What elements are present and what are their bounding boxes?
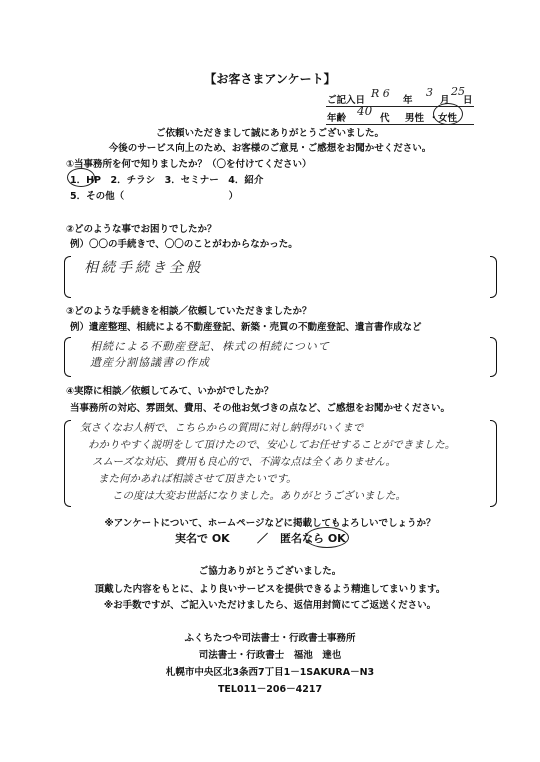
- age-value: 40: [357, 104, 373, 118]
- consent-anonymous: 匿名なら OK: [280, 532, 346, 545]
- q2-bracket-right: [490, 256, 497, 298]
- q3-bracket-left: [64, 337, 71, 377]
- office-tel: TEL011－206－4217: [217, 684, 323, 695]
- date-label: ご記入日: [327, 95, 366, 106]
- q2-question: ②どのような事でお困りでしたか？: [66, 224, 217, 235]
- gender-male: 男性: [405, 113, 425, 124]
- age-label: 年齢: [327, 113, 347, 124]
- office-person: 司法書士・行政書士 福池 達也: [198, 650, 342, 661]
- office-name: ふくちたつや司法書士・行政書士事務所: [184, 633, 356, 644]
- q4-answer-line: 気さくなお人柄で、こちらからの質問に対し納得がいくまで: [80, 422, 364, 434]
- consent-slash: ／: [257, 532, 268, 545]
- gender-female-circle: [433, 103, 463, 125]
- closing-thanks: ご協力ありがとうございました。: [198, 566, 342, 577]
- q4-question: ④実際に相談／依頼してみて、いかがでしたか？: [66, 386, 274, 397]
- q4-answer-line: また何かあれば相談させて頂きたいです。: [98, 473, 297, 485]
- consent-real-name: 実名で OK: [175, 532, 230, 545]
- month-label: 月: [440, 95, 450, 106]
- month-value: 3: [426, 86, 433, 99]
- age-unit: 代: [380, 113, 390, 124]
- gender-female: 女性: [438, 113, 458, 124]
- q2-answer: 相続手続き全般: [84, 260, 203, 276]
- closing-commitment: 頂戴した内容をもとに、より良いサービスを提供できるよう精進してまいります。: [94, 584, 446, 595]
- survey-title: 【お客さまアンケート】: [204, 72, 336, 86]
- q4-answer-line: スムーズな対応、費用も良心的で、不満な点は全くありません。: [92, 456, 396, 468]
- intro-request: 今後のサービス向上のため、お客様のご意見・ご感想をお聞かせください。: [108, 143, 432, 154]
- q3-example: 例）遺産整理、相続による不動産登記、新築・売買の不動産登記、遺言書作成など: [70, 322, 422, 333]
- q2-example: 例）〇〇の手続きで、〇〇のことがわからなかった。: [70, 239, 298, 250]
- q3-answer-line2: 遺産分割協議書の作成: [90, 356, 210, 369]
- q4-answer-line: わかりやすく説明をして頂けたので、安心してお任せすることができました。: [88, 439, 456, 451]
- q3-question: ③どのような手続きを相談／依頼していただきましたか？: [66, 306, 312, 317]
- q3-answer-line1: 相続による不動産登記、株式の相続について: [90, 340, 330, 353]
- closing-return-note: ※お手数ですが、ご記入いただけましたら、返信用封筒にてご返送ください。: [103, 600, 437, 611]
- q3-bracket-right: [490, 337, 497, 377]
- q1-other: 5．その他（ ）: [70, 191, 239, 202]
- day-label: 日: [463, 95, 473, 106]
- intro-thanks: ご依頼いただきまして誠にありがとうございました。: [155, 128, 384, 139]
- year-label: 年: [403, 95, 413, 106]
- q2-bracket-left: [64, 256, 71, 298]
- consent-anonymous-circle: [305, 527, 349, 548]
- date-era-value: R 6: [371, 87, 390, 100]
- q1-options: 1．HP 2．チラシ 3．セミナー 4．紹介: [70, 175, 264, 186]
- gender-separator: ・: [429, 113, 439, 124]
- office-address: 札幌市中央区北3条西7丁目1－1SAKURA－N3: [165, 667, 375, 678]
- consent-question: ※アンケートについて、ホームページなどに掲載してもよろしいでしょうか？: [104, 518, 436, 529]
- q1-selected-circle: [67, 168, 95, 187]
- q4-answer-line: この度は大変お世話になりました。ありがとうございました。: [112, 490, 406, 502]
- q4-prompt: 当事務所の対応、雰囲気、費用、その他お気づきの点など、ご感想をお聞かせください。: [70, 403, 451, 414]
- q4-bracket-left: [64, 420, 71, 507]
- day-value: 25: [451, 85, 465, 98]
- q1-question: ①当事務所を何で知りましたか？（〇を付けてください）: [66, 159, 312, 170]
- q4-bracket-right: [490, 420, 497, 507]
